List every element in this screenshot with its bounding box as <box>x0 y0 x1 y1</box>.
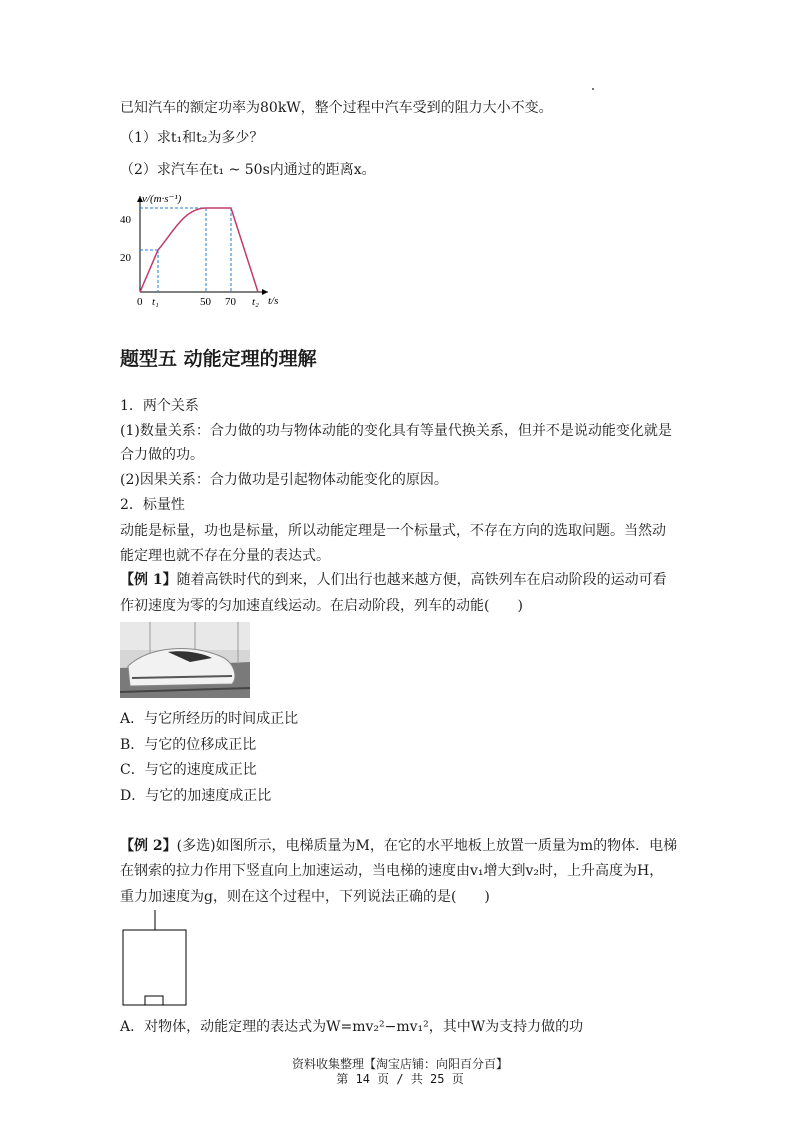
elevator-diagram <box>120 910 190 1010</box>
section-title: 题型五 动能定理的理解 <box>120 348 317 370</box>
option: C．与它的速度成正比 <box>120 762 257 778</box>
x-tick-label: 50 <box>200 296 211 308</box>
x-axis-label: t/s <box>268 295 279 307</box>
y-tick-label: 40 <box>120 214 131 226</box>
page-number: 第 14 页 / 共 25 页 <box>336 1072 464 1086</box>
velocity-curve <box>140 208 258 292</box>
train-photo <box>120 622 250 698</box>
x-tick-label: 0 <box>137 296 143 308</box>
x-tick-label: 70 <box>225 296 236 308</box>
example-1-line: 作初速度为零的匀加速直线运动。在启动阶段，列车的动能( ) <box>120 598 523 614</box>
velocity-time-chart <box>118 190 298 315</box>
paragraph-line: (1)数量关系：合力做的功与物体动能的变化具有等量代换关系，但并不是说动能变化就是 <box>120 423 672 439</box>
paragraph-heading: 1．两个关系 <box>120 398 199 414</box>
example-1-text: 随着高铁时代的到来，人们出行也越来越方便，高铁列车在启动阶段的运动可看 <box>176 572 667 588</box>
example-2-line: 重力加速度为g，则在这个过程中，下列说法正确的是( ) <box>120 889 490 905</box>
question-2: （2）求汽车在t₁ ~ 50s内通过的距离x。 <box>120 162 376 178</box>
example-1-line <box>120 570 667 590</box>
paragraph-line: 能定理也就不存在分量的表达式。 <box>120 548 330 564</box>
example-2-tag: 【例 2】 <box>120 838 177 854</box>
question-1: （1）求t₁和t₂为多少？ <box>120 130 264 146</box>
speck <box>592 88 594 90</box>
example-2-line: 在钢索的拉力作用下竖直向上加速运动，当电梯的速度由v₁增大到v₂时，上升高度为H， <box>120 863 664 879</box>
y-axis-label: v/(m·s⁻¹) <box>142 193 182 205</box>
option: A．与它所经历的时间成正比 <box>120 711 299 727</box>
example-2-text: (多选)如图所示，电梯质量为M，在它的水平地板上放置一质量为m的物体．电梯 <box>176 838 678 854</box>
x-tick-label: t₂ <box>252 296 259 308</box>
footer-source: 资料收集整理【淘宝店铺：向阳百分百】 <box>291 1057 508 1071</box>
x-tick-label: t₁ <box>152 296 159 308</box>
paragraph-heading: 2．标量性 <box>120 497 185 513</box>
paragraph-line: 动能是标量，功也是标量，所以动能定理是一个标量式，不存在方向的选取问题。当然动 <box>120 523 666 539</box>
option: B．与它的位移成正比 <box>120 737 257 753</box>
example-2-line <box>120 836 677 856</box>
example-1-tag: 【例 1】 <box>120 572 177 588</box>
paragraph-line: 合力做的功。 <box>120 447 204 463</box>
paragraph-line: (2)因果关系：合力做功是引起物体动能变化的原因。 <box>120 472 448 488</box>
problem-intro-line: 已知汽车的额定功率为80kW，整个过程中汽车受到的阻力大小不变。 <box>120 100 553 116</box>
y-tick-label: 20 <box>120 252 131 264</box>
option: D．与它的加速度成正比 <box>120 788 272 804</box>
option: A．对物体，动能定理的表达式为W=mv₂²−mv₁²，其中W为支持力做的功 <box>120 1019 584 1035</box>
